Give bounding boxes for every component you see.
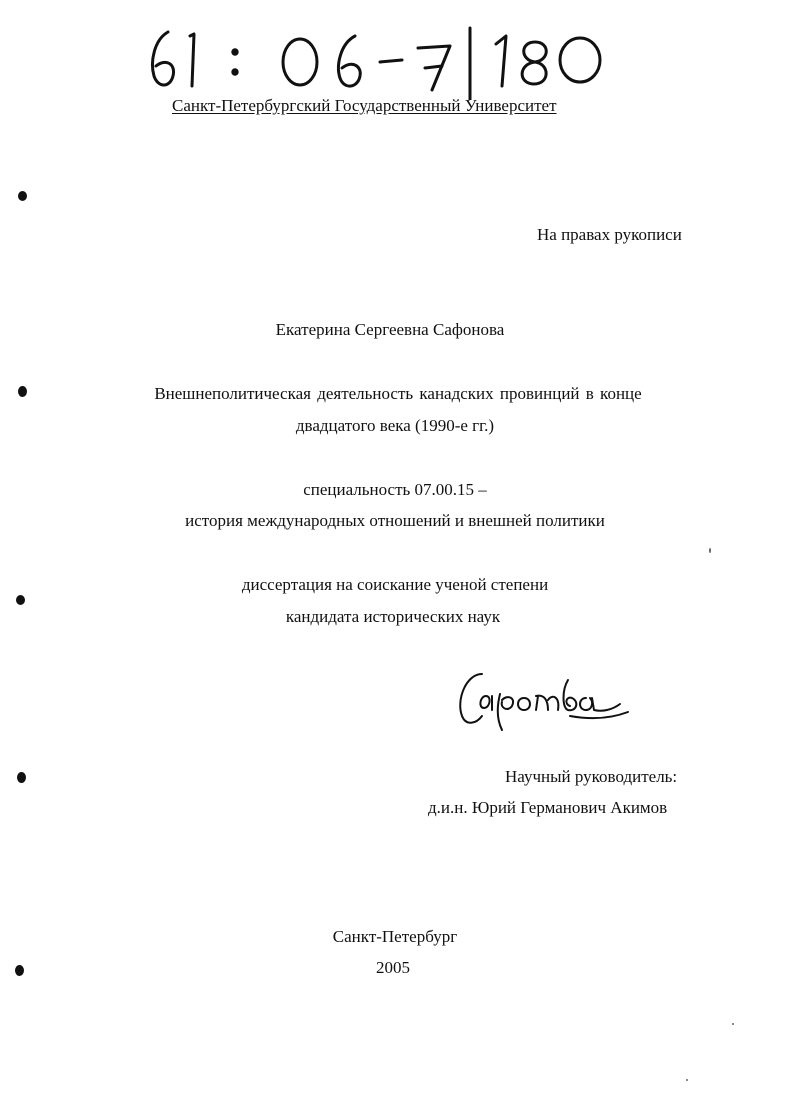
advisor-label: Научный руководитель: [505, 767, 678, 786]
city: Санкт-Петербург [332, 927, 458, 946]
archive-code-text: 61: 06-7/180 [140, 18, 146, 19]
rights-note: На правах рукописи [537, 225, 682, 244]
author-signature [452, 660, 632, 740]
title-line-2: двадцатого века (1990-е гг.) [295, 416, 495, 435]
scan-speck [732, 1023, 734, 1025]
dissertation-line-1: диссертация на соискание ученой степени [241, 575, 549, 594]
binder-hole [18, 191, 27, 201]
signature-drawing [452, 660, 632, 740]
specialty-line-1: специальность 07.00.15 – [303, 480, 487, 499]
year: 2005 [376, 958, 410, 977]
handwritten-archive-code [140, 18, 610, 100]
archive-code-drawing [140, 18, 610, 100]
binder-hole [15, 965, 24, 976]
advisor-name: д.и.н. Юрий Германович Акимов [428, 798, 668, 817]
scan-speck [686, 1079, 688, 1081]
binder-hole [18, 386, 27, 397]
scan-speck [709, 548, 711, 553]
university-name: Санкт-Петербургский Государственный Университет [172, 96, 557, 115]
specialty-line-2: история международных отношений и внешней политики [185, 511, 605, 530]
binder-hole [17, 772, 26, 783]
signature-text: Сафонова [452, 660, 457, 661]
title-line-1: Внешнеполитическая деятельность канадских провинций в конце [154, 384, 642, 403]
dissertation-line-2: кандидата исторических наук [285, 607, 501, 626]
binder-hole [16, 595, 25, 605]
author-name: Екатерина Сергеевна Сафонова [275, 320, 505, 339]
